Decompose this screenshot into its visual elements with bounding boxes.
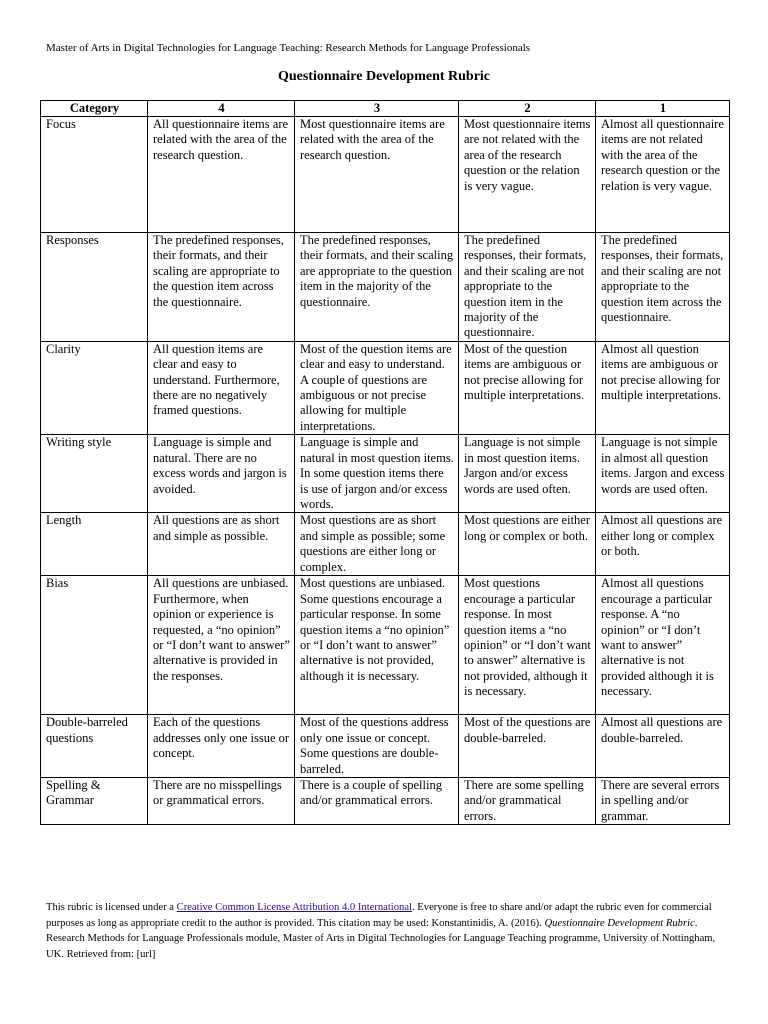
table-cell: Most questions are either long or complex or both. [459, 513, 596, 576]
citation-title: Questionnaire Development Rubric [544, 917, 695, 929]
row-category: Double-barreled questions [41, 715, 148, 778]
table-cell: Almost all questionnaire items are not related with the area of the research question or the relation is very vague. [596, 117, 730, 233]
footer-middle: . Everyone is free to share and/or adapt the rubric even for commercial purposes as long as appropriate credit to the author is provided. This citation may be used: Konstantinidis, A. (2016). [46, 902, 712, 929]
table-cell: There is a couple of spelling and/or grammatical errors. [295, 777, 459, 824]
table-cell: Language is not simple in most question items. Jargon and/or excess words are used often. [459, 435, 596, 513]
table-cell: Almost all question items are ambiguous or not precise allowing for multiple interpretations. [596, 341, 730, 434]
row-category: Focus [41, 117, 148, 233]
table-cell: Most questions are as short and simple as possible; some questions are either long or complex. [295, 513, 459, 576]
row-category: Clarity [41, 341, 148, 434]
table-cell: The predefined responses, their formats, and their scaling are appropriate to the question item in the majority of the questionnaire. [295, 233, 459, 342]
table-row [41, 513, 730, 576]
table-cell: Most of the questions address only one issue or concept. Some questions are double-barreled. [295, 715, 459, 778]
column-header-score-1: 1 [596, 101, 730, 117]
document-header: Master of Arts in Digital Technologies for Language Teaching: Research Methods for Language Professionals [46, 42, 531, 54]
table-cell: All questions are unbiased. Furthermore, when opinion or experience is requested, a “no opinion” or “I don’t want to answer” alternative is provided in the responses. [148, 576, 295, 715]
table-row [41, 233, 730, 342]
row-category: Length [41, 513, 148, 576]
table-cell: Most questionnaire items are related with the area of the research question. [295, 117, 459, 233]
table-cell: There are several errors in spelling and/or grammar. [596, 777, 730, 824]
table-cell: Almost all questions are double-barreled. [596, 715, 730, 778]
column-header-score-3: 3 [295, 101, 459, 117]
table-row [41, 341, 730, 434]
table-header-row [41, 101, 730, 117]
license-footer [46, 900, 726, 962]
table-row [41, 715, 730, 778]
table-cell: Almost all questions are either long or complex or both. [596, 513, 730, 576]
table-cell: Language is not simple in almost all question items. Jargon and excess words are used often. [596, 435, 730, 513]
table-cell: The predefined responses, their formats, and their scaling are not appropriate to the question item across the questionnaire. [596, 233, 730, 342]
table-row [41, 777, 730, 824]
footer-suffix: . Research Methods for Language Professionals module, Master of Arts in Digital Technologies for Language Teaching programme, University of Nottingham, UK. Retrieved from: [url] [46, 917, 716, 960]
column-header-score-4: 4 [148, 101, 295, 117]
table-cell: All questionnaire items are related with the area of the research question. [148, 117, 295, 233]
footer-prefix: This rubric is licensed under a [46, 902, 177, 913]
table-cell: Language is simple and natural in most question items. In some question items there is use of jargon and/or excess words. [295, 435, 459, 513]
table-cell: All questions are as short and simple as possible. [148, 513, 295, 576]
row-category: Bias [41, 576, 148, 715]
table-cell: There are some spelling and/or grammatical errors. [459, 777, 596, 824]
table-cell: Language is simple and natural. There are no excess words and jargon is avoided. [148, 435, 295, 513]
rubric-table [40, 100, 730, 825]
table-cell: Most questions are unbiased. Some questions encourage a particular response. In some question items a “no opinion” or “I don’t want to answer” alternative is not provided, although it is necessary. [295, 576, 459, 715]
column-header-category: Category [41, 101, 148, 117]
table-cell: Each of the questions addresses only one issue or concept. [148, 715, 295, 778]
license-link[interactable]: Creative Common License Attribution 4.0 International [176, 902, 412, 913]
table-cell: Most of the question items are ambiguous or not precise allowing for multiple interpretations. [459, 341, 596, 434]
row-category: Responses [41, 233, 148, 342]
table-cell: Almost all questions encourage a particular response. A “no opinion” or “I don’t want to answer” alternative is not provided although it is necessary. [596, 576, 730, 715]
table-cell: The predefined responses, their formats, and their scaling are not appropriate to the question item in the majority of the questionnaire. [459, 233, 596, 342]
table-row [41, 576, 730, 715]
table-row [41, 435, 730, 513]
row-category: Writing style [41, 435, 148, 513]
document-title: Questionnaire Development Rubric [277, 69, 491, 84]
table-cell: All question items are clear and easy to understand. Furthermore, there are no negatively framed questions. [148, 341, 295, 434]
table-cell: Most of the questions are double-barreled. [459, 715, 596, 778]
table-cell: Most of the question items are clear and easy to understand. A couple of questions are ambiguous or not precise allowing for multiple interpretations. [295, 341, 459, 434]
row-category: Spelling & Grammar [41, 777, 148, 824]
table-cell: Most questions encourage a particular response. In most question items a “no opinion” or “I don’t want to answer” alternative is not provided, although it is necessary. [459, 576, 596, 715]
table-cell: Most questionnaire items are not related with the area of the research question or the relation is very vague. [459, 117, 596, 233]
table-cell: The predefined responses, their formats, and their scaling are appropriate to the question item across the questionnaire. [148, 233, 295, 342]
column-header-score-2: 2 [459, 101, 596, 117]
table-cell: There are no misspellings or grammatical errors. [148, 777, 295, 824]
table-row [41, 117, 730, 233]
